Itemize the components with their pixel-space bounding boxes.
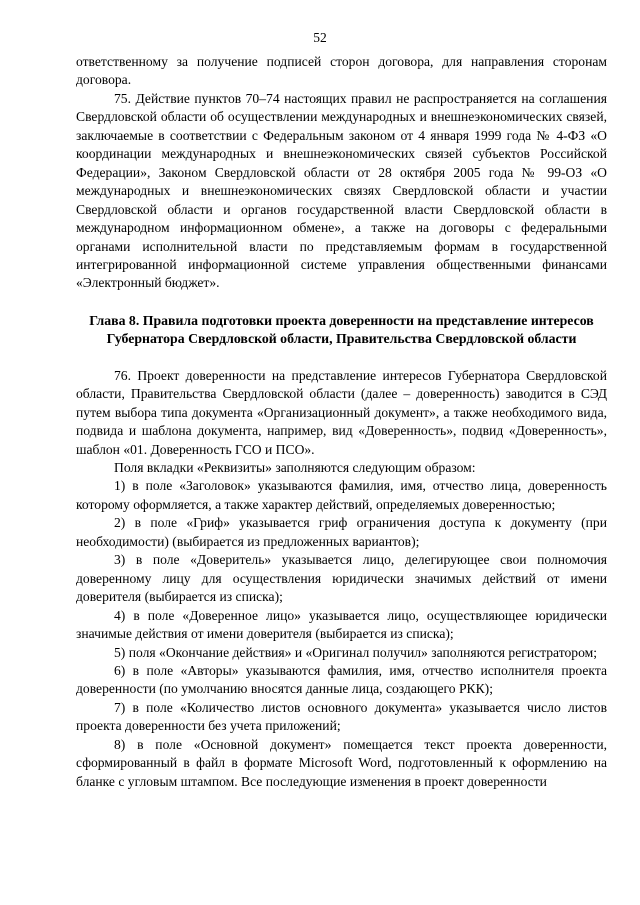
list-item-6: 6) в поле «Авторы» указываются фамилия, имя, отчество исполнителя проекта доверенности (по умолчанию вносятся данные лица, создающего РКК); <box>76 662 607 697</box>
page-number: 52 <box>313 30 327 45</box>
paragraph-fields-intro: Поля вкладки «Реквизиты» заполняются следующим образом: <box>114 459 476 475</box>
list-item-7: 7) в поле «Количество листов основного документа» указывается число листов проекта доверенности без учета приложений; <box>76 699 607 734</box>
paragraph-item-75: 75. Действие пунктов 70–74 настоящих правил не распространяется на соглашения Свердловской области об осуществлении международных и внешнеэкономических связей, заключаемые в соответствии с Федеральным законом от 4 января 1999 года № 4-ФЗ «О координации международных и внешнеэкономических связей субъектов Российской Федерации», Законом Свердловской области от 28 октября 2005 года № 99-ОЗ «О международных и внешнеэкономических связях Свердловской области и участии Свердловской области и органов государственной власти Свердловской области в международном информационном обмене», а также на договоры с федеральными органами исполнительной власти по представляемым формам в государственной интегрированной информационной системе управления общественными финансами «Электронный бюджет». <box>76 90 607 291</box>
chapter-heading: Глава 8. Правила подготовки проекта доверенности на представление интересов Губернатора Свердловской области, Правительства Свердловской области <box>89 312 594 347</box>
paragraph-item-76: 76. Проект доверенности на представление интересов Губернатора Свердловской области, Правительства Свердловской области (далее – доверенность) заводится в СЭД путем выбора типа документа «Организационный документ», а также необходимого вида, подвида и шаблона документа, например, вид «Доверенность», подвид «Доверенность», шаблон «01. Доверенность ГСО и ПСО». <box>76 367 607 457</box>
list-item-5: 5) поля «Окончание действия» и «Оригинал получил» заполняются регистратором; <box>114 644 597 660</box>
list-item-1: 1) в поле «Заголовок» указываются фамилия, имя, отчество лица, доверенность которому оформляется, а также характер действий, определяемых доверенностью; <box>76 478 607 512</box>
list-item-2: 2) в поле «Гриф» указывается гриф ограничения доступа к документу (при необходимости) (выбирается из предложенных вариантов); <box>76 515 607 549</box>
page-content <box>76 53 607 791</box>
list-item-8: 8) в поле «Основной документ» помещается текст проекта доверенности, сформированный в файл в формате Microsoft Word, подготовленный к оформлению на бланке с угловым штампом. Все последующие изменения в проект доверенности <box>76 736 607 789</box>
list-item-4: 4) в поле «Доверенное лицо» указывается лицо, осуществляющее юридически значимые действия от имени доверителя (выбирается из списка); <box>76 607 607 642</box>
list-item-3: 3) в поле «Доверитель» указывается лицо, делегирующее свои полномочия доверенному лицу для осуществления юридически значимых действий от имени доверителя (выбирается из списка); <box>76 552 607 605</box>
paragraph-continuation: ответственному за получение подписей сторон договора, для направления сторонам договора. <box>76 54 607 88</box>
